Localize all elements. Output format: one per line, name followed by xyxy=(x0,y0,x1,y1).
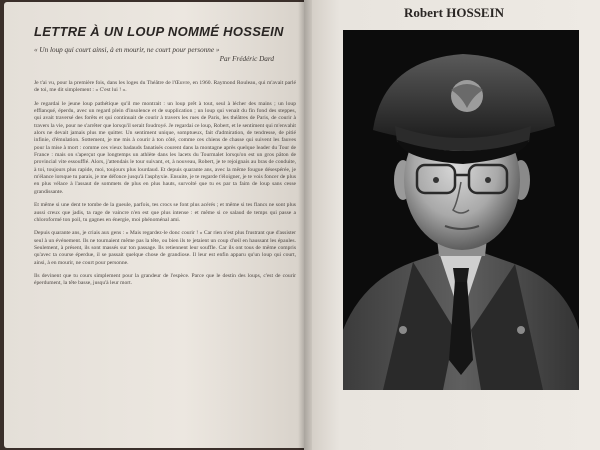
paragraph-1: Je t'ai vu, pour la première fois, dans les loges du Théâtre de l'Œuvre, en 1960. Raymond Rouleau, qui m'avait parlé de toi, me dit simplement : « C'est lui ! ». xyxy=(34,80,296,94)
paragraph-2: Je regardai le jeune loup pathétique qu'il me montrait : un loup prêt à tout, seul à lécher des mains ; un loup efflanqué, éperdu, avec un regard plein d'insolence et de supplication ; un loup qui venait du fin fond des steppes, qui avait traversé des forêts et qui continuait de courir à travers les rues de Paris, les théâtres de Paris, de courir à travers la vie, pour ne s'arrêter que lorsqu'il serait foudroyé. Je regardai ce loup, Robert, et le sentiment qui m'envahit alors ne devait jamais plus me quitter. Un sentiment unique, somptueux, fait d'admiration, de tendresse, de pitié infinie, d'émulation. Sottement, je me mis à courir à ton côté, comme ces chiens de chasse qui suivent les fauves pour la mise à mort : comme ces vieux badauds fanatisés courent dans la montagne après quelque leader du Tour de France : mais on s'aperçut que longtemps un athlète dans les lacets du Tourmalet lorsqu'on est un gros pâton de provincial vite essoufflé. Alors, j'attendais le tour suivant, et, à nouveau, Robert, je te rejoignais au bras de conduite, à toi, toujours plus rapide, moi, toujours plus lourdaud. Et depuis quarante ans, avec la même fougue désespérée, je m'élance lorsque tu parais, je me défonce jusqu'à l'asphyxie. Ensuite, je te regarde t'éloigner, je te vois foncer de plus en plus vélace à l'assaut de sommets de plus en plus hauts, survolté que tu es par ta faim de loup sans cesse grandissante. xyxy=(34,100,296,195)
paragraph-3: Et même si une dent te tombe de la gueule, parfois, tes crocs se font plus acérés ; et même si tes flancs ne sont plus aussi creux que jadis, ta rage de vaincre n'en est que plus intense : et même si ce salaud de temps qui passe a chloroformé ton poil, tu gagnes en énergie, moi phénoménal ami. xyxy=(34,202,296,223)
left-page xyxy=(4,2,304,448)
article-title: LETTRE À UN LOUP NOMMÉ HOSSEIN xyxy=(34,24,284,39)
book-gutter xyxy=(298,0,312,450)
paragraph-4: Depuis quarante ans, je criais aux gens : « Mais regardez-le donc courir ! » Car rien n'est plus frustrant que d'assister seul à un événement. Ils ne tournaient même pas la tête, ou bien ils te jetaient un coup d'œil en haussant les épaules. Seulement, à présent, ils sont massés sur ton passage. Ils retiennent leur souffle. Car ils ont tous de même compris qu'avec ta course éperdue, il se passait quelque chose de grandiose. Il leur est enfin apparu qu'un loup qui court, ainsi, à en mourir, ne court pour personne. xyxy=(34,230,296,266)
name-last: HOSSEIN xyxy=(446,5,505,20)
epigraph xyxy=(34,46,296,64)
portrait-name-header xyxy=(404,5,524,21)
name-first: Robert xyxy=(404,5,443,20)
portrait-photo xyxy=(343,30,579,390)
portrait-illustration xyxy=(343,30,579,390)
epigraph-quote: « Un loup qui court ainsi, à en mourir, ne court pour personne » xyxy=(34,46,220,54)
letter-body xyxy=(34,80,296,294)
epigraph-author: Par Frédéric Dard xyxy=(219,55,274,63)
paragraph-5: Ils devinent que tu cours simplement pour la grandeur de l'espèce. Parce que le destin des loups, c'est de courir éperdument, la tête basse, jusqu'à leur mort. xyxy=(34,272,296,287)
